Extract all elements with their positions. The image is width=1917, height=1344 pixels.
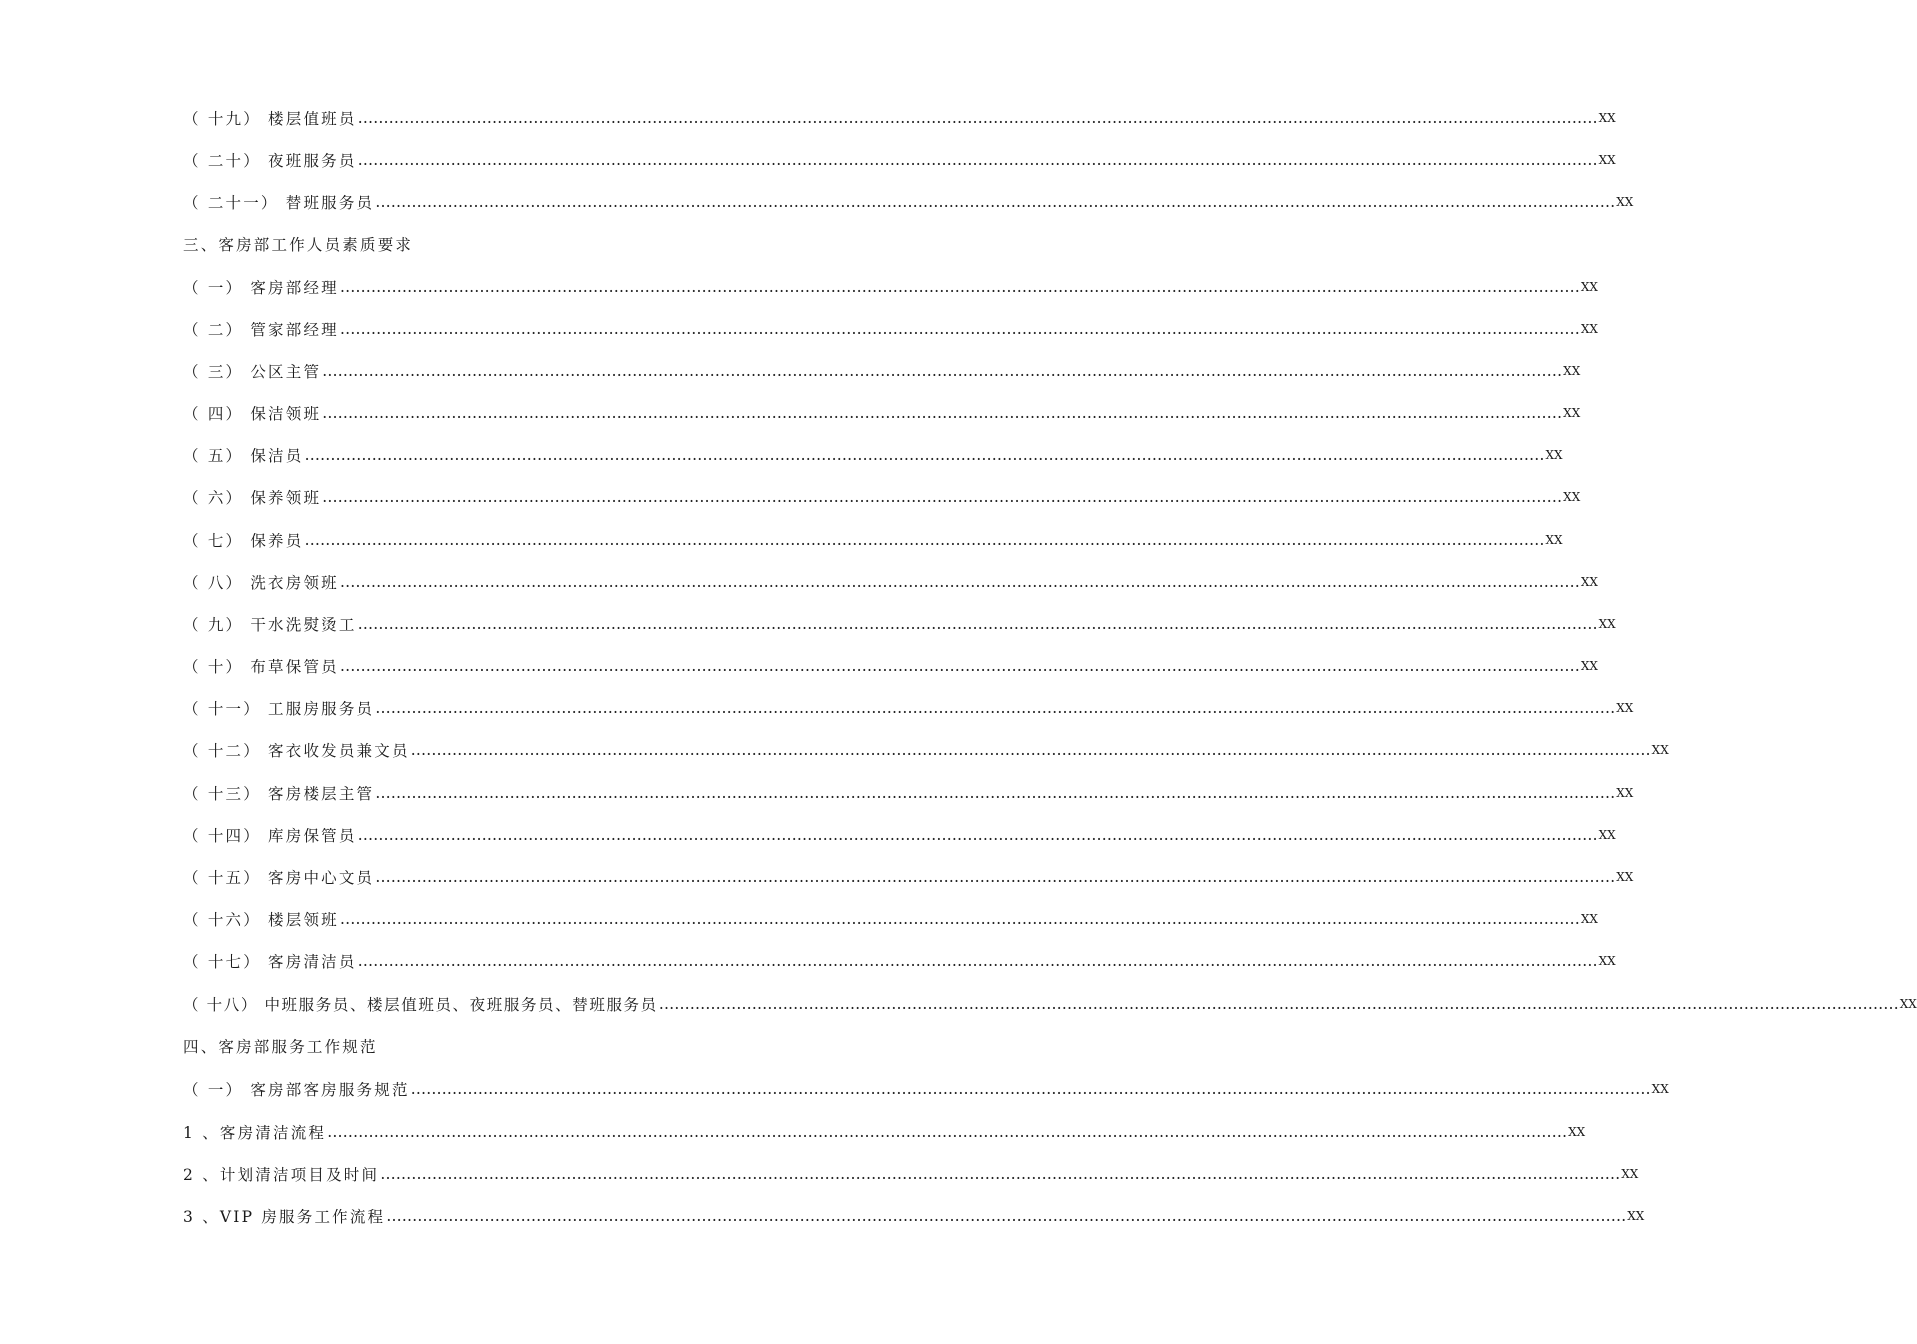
toc-leader: …………………………………………………………………………………………………………………………………………………………………………………………………………………… bbox=[322, 488, 1563, 506]
toc-entry-page: XX bbox=[1563, 406, 1581, 420]
toc-entry[interactable] bbox=[183, 992, 1917, 1016]
toc-entry-page: XX bbox=[1580, 280, 1598, 294]
toc-entry-page: XX bbox=[1563, 364, 1581, 378]
toc-leader: …………………………………………………………………………………………………………………………………………………………………………………………………………………… bbox=[357, 826, 1598, 844]
toc-entry-title: （ 一） 客房部经理 bbox=[183, 279, 339, 297]
toc-entry[interactable] bbox=[183, 1077, 1669, 1101]
toc-entry-title: （ 七） 保养员 bbox=[183, 532, 304, 550]
toc-entry-title: （ 十六） 楼层领班 bbox=[183, 911, 339, 929]
toc-entry[interactable] bbox=[183, 148, 1616, 172]
toc-leader: …………………………………………………………………………………………………………………………………………………………………………………………………………………… bbox=[339, 910, 1580, 928]
toc-entry-page: XX bbox=[1616, 870, 1634, 884]
toc-entry-page: XX bbox=[1580, 659, 1598, 673]
toc-entry[interactable] bbox=[183, 738, 1669, 762]
toc-entry-page: XX bbox=[1563, 490, 1581, 504]
toc-entry[interactable] bbox=[183, 823, 1616, 847]
toc-entry[interactable] bbox=[183, 907, 1598, 931]
toc-entry[interactable] bbox=[183, 317, 1598, 341]
toc-entry-title: （ 三） 公区主管 bbox=[183, 363, 322, 381]
section-heading: 四、客房部服务工作规范 bbox=[183, 1038, 378, 1056]
toc-entry-page: XX bbox=[1627, 1209, 1645, 1223]
toc-entry-title: 2 、计划清洁项目及时间 bbox=[183, 1166, 380, 1184]
toc-leader: …………………………………………………………………………………………………………………………………………………………………………………………………………………… bbox=[357, 952, 1598, 970]
toc-entry[interactable] bbox=[183, 1204, 1645, 1228]
toc-entry[interactable] bbox=[183, 781, 1634, 805]
toc-leader: …………………………………………………………………………………………………………………………………………………………………………………………………………………… bbox=[339, 320, 1580, 338]
toc-leader: …………………………………………………………………………………………………………………………………………………………………………………………………………………… bbox=[322, 362, 1563, 380]
toc-entry-title: （ 二十） 夜班服务员 bbox=[183, 152, 357, 170]
toc-entry-page: XX bbox=[1598, 111, 1616, 125]
toc-leader: …………………………………………………………………………………………………………………………………………………………………………………………………………………… bbox=[339, 573, 1580, 591]
toc-entry-title: （ 六） 保养领班 bbox=[183, 489, 322, 507]
toc-leader: …………………………………………………………………………………………………………………………………………………………………………………………………………………… bbox=[357, 151, 1598, 169]
toc-entry-page: XX bbox=[1580, 912, 1598, 926]
toc-entry-page: XX bbox=[1598, 617, 1616, 631]
toc-entry-title: （ 四） 保洁领班 bbox=[183, 405, 322, 423]
toc-entry-page: XX bbox=[1568, 1125, 1586, 1139]
toc-entry-page: XX bbox=[1598, 828, 1616, 842]
toc-entry[interactable] bbox=[183, 106, 1616, 130]
toc-leader: …………………………………………………………………………………………………………………………………………………………………………………………………………………… bbox=[357, 615, 1598, 633]
toc-entry-page: XX bbox=[1621, 1167, 1639, 1181]
toc-entry-title: （ 十） 布草保管员 bbox=[183, 658, 339, 676]
toc-leader: …………………………………………………………………………………………………………………………………………………………………………………………………………………… bbox=[322, 404, 1563, 422]
toc-entry-title: （ 十三） 客房楼层主管 bbox=[183, 785, 375, 803]
toc-entry-title: 3 、VIP 房服务工作流程 bbox=[183, 1208, 386, 1226]
toc-leader: …………………………………………………………………………………………………………………………………………………………………………………………………………………… bbox=[357, 109, 1598, 127]
toc-leader: …………………………………………………………………………………………………………………………………………………………………………………………………………………… bbox=[304, 531, 1545, 549]
toc-leader: …………………………………………………………………………………………………………………………………………………………………………………………………………………… bbox=[375, 868, 1616, 886]
toc-entry[interactable] bbox=[183, 485, 1581, 509]
toc-entry[interactable] bbox=[183, 359, 1581, 383]
toc-entry-title: （ 九） 干水洗熨烫工 bbox=[183, 616, 357, 634]
toc-entry-page: XX bbox=[1616, 701, 1634, 715]
toc-entry[interactable] bbox=[183, 612, 1616, 636]
toc-entry[interactable] bbox=[183, 696, 1634, 720]
toc-entry-page: XX bbox=[1580, 322, 1598, 336]
toc-entry-title: （ 十九） 楼层值班员 bbox=[183, 110, 357, 128]
toc-entry-page: XX bbox=[1598, 954, 1616, 968]
toc-entry[interactable] bbox=[183, 1162, 1639, 1186]
toc-leader: …………………………………………………………………………………………………………………………………………………………………………………………………………………… bbox=[375, 784, 1616, 802]
toc-leader: …………………………………………………………………………………………………………………………………………………………………………………………………………………… bbox=[339, 278, 1580, 296]
toc-leader: …………………………………………………………………………………………………………………………………………………………………………………………………………………… bbox=[327, 1123, 1568, 1141]
toc-entry-page: XX bbox=[1616, 786, 1634, 800]
toc-entry[interactable] bbox=[183, 190, 1634, 214]
toc-leader: …………………………………………………………………………………………………………………………………………………………………………………………………………………… bbox=[304, 446, 1545, 464]
toc-entry-title: （ 八） 洗衣房领班 bbox=[183, 574, 339, 592]
toc-entry-title: （ 十七） 客房清洁员 bbox=[183, 953, 357, 971]
toc-entry[interactable] bbox=[183, 528, 1563, 552]
toc-entry-title: （ 二） 管家部经理 bbox=[183, 321, 339, 339]
toc-leader: …………………………………………………………………………………………………………………………………………………………………………………………………………………… bbox=[658, 995, 1899, 1013]
toc-entry-page: XX bbox=[1545, 533, 1563, 547]
toc-entry[interactable] bbox=[183, 865, 1634, 889]
toc-entry-title: （ 十一） 工服房服务员 bbox=[183, 700, 375, 718]
toc-leader: …………………………………………………………………………………………………………………………………………………………………………………………………………………… bbox=[386, 1207, 1627, 1225]
toc-entry[interactable] bbox=[183, 443, 1563, 467]
toc-entry-page: XX bbox=[1651, 743, 1669, 757]
toc-entry-page: XX bbox=[1651, 1082, 1669, 1096]
toc-entry-title: 1 、客房清洁流程 bbox=[183, 1124, 327, 1142]
toc-entry[interactable] bbox=[183, 1120, 1586, 1144]
toc-entry-title: （ 一） 客房部客房服务规范 bbox=[183, 1081, 410, 1099]
toc-entry[interactable] bbox=[183, 949, 1616, 973]
toc-leader: …………………………………………………………………………………………………………………………………………………………………………………………………………………… bbox=[375, 193, 1616, 211]
toc-entry-page: XX bbox=[1598, 153, 1616, 167]
toc-entry-title: （ 五） 保洁员 bbox=[183, 447, 304, 465]
toc-entry-page: XX bbox=[1899, 997, 1917, 1011]
section-heading: 三、客房部工作人员素质要求 bbox=[183, 236, 414, 254]
toc-leader: …………………………………………………………………………………………………………………………………………………………………………………………………………………… bbox=[339, 657, 1580, 675]
toc-entry-page: XX bbox=[1580, 575, 1598, 589]
toc-entry-page: XX bbox=[1545, 448, 1563, 462]
toc-entry[interactable] bbox=[183, 570, 1598, 594]
toc-entry-page: XX bbox=[1616, 195, 1634, 209]
toc-leader: …………………………………………………………………………………………………………………………………………………………………………………………………………………… bbox=[380, 1165, 1621, 1183]
toc-entry-title: （ 二十一） 替班服务员 bbox=[183, 194, 375, 212]
toc-leader: …………………………………………………………………………………………………………………………………………………………………………………………………………………… bbox=[375, 699, 1616, 717]
toc-leader: …………………………………………………………………………………………………………………………………………………………………………………………………………………… bbox=[410, 741, 1651, 759]
toc-entry[interactable] bbox=[183, 654, 1598, 678]
toc-leader: …………………………………………………………………………………………………………………………………………………………………………………………………………………… bbox=[410, 1080, 1651, 1098]
toc-entry-title: （ 十五） 客房中心文员 bbox=[183, 869, 375, 887]
toc-entry[interactable] bbox=[183, 275, 1598, 299]
toc-entry-title: （ 十四） 库房保管员 bbox=[183, 827, 357, 845]
toc-entry[interactable] bbox=[183, 401, 1581, 425]
toc-entry-title: （ 十二） 客衣收发员兼文员 bbox=[183, 742, 410, 760]
toc-entry-title: （ 十八） 中班服务员、楼层值班员、夜班服务员、替班服务员 bbox=[183, 996, 658, 1014]
